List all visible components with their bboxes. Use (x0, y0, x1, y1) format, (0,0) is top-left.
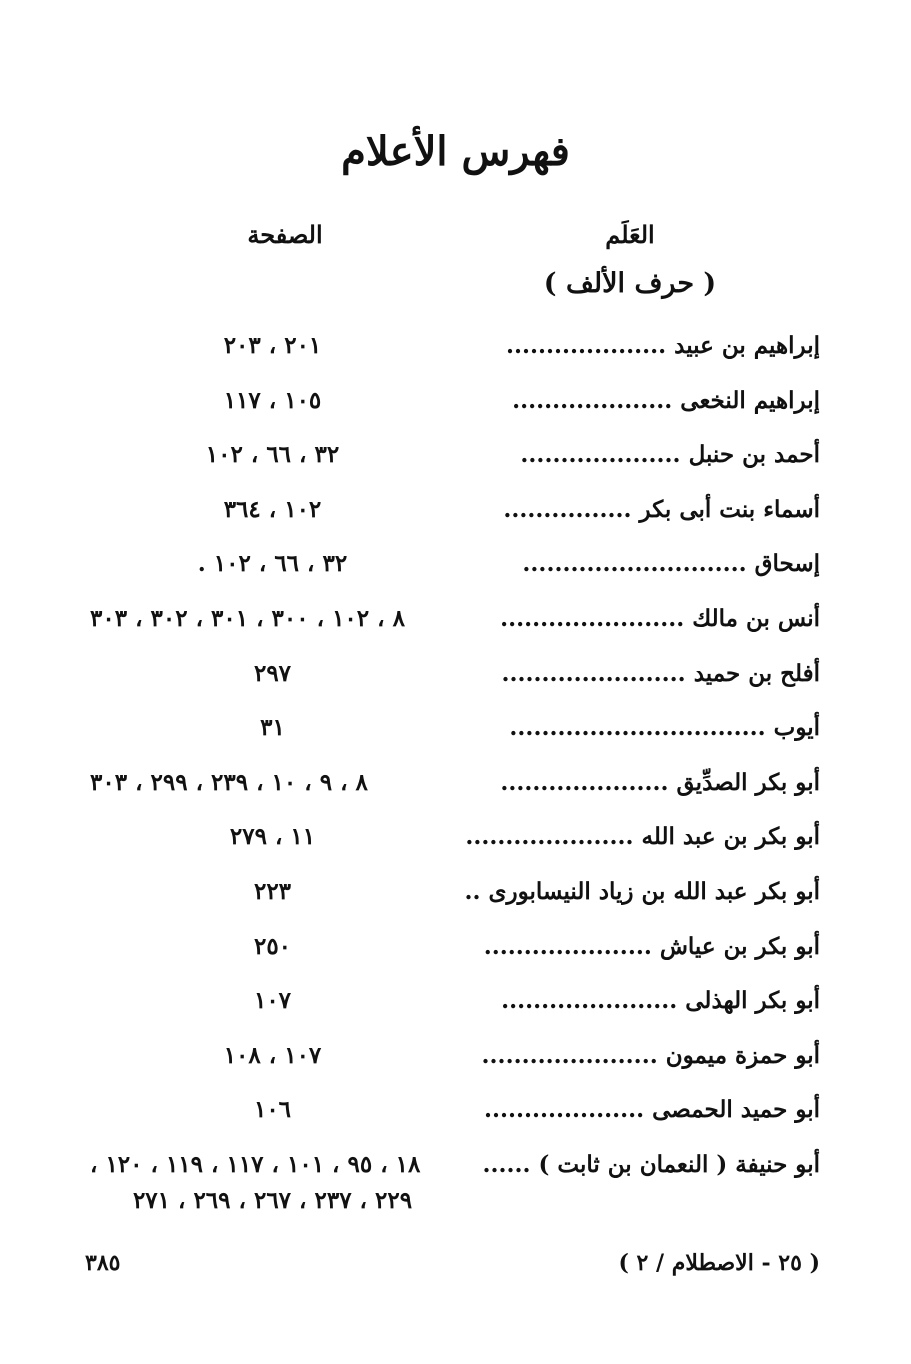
entry-name: أسماء بنت أبى بكر ................ (503, 495, 820, 523)
index-entry (90, 546, 820, 601)
column-header-name: العَلَم (605, 220, 655, 249)
entry-pages: ١٨ ، ٩٥ ، ١٠١ ، ١١٧ ، ١١٩ ، ١٢٠ ، (90, 1150, 421, 1178)
entry-pages: ١١ ، ٢٧٩ (229, 823, 316, 851)
index-entry (90, 1092, 820, 1147)
entry-name: أفلح بن حميد ....................... (501, 659, 820, 687)
index-entry (90, 383, 820, 438)
entry-pages: ١٠٥ ، ١١٧ (223, 386, 322, 414)
page-number: ٣٨٥ (85, 1250, 121, 1276)
index-entry (90, 1038, 820, 1093)
entry-name: أبو حميد الحمصى .................... (483, 1096, 820, 1124)
entry-pages: ٢٠١ ، ٢٠٣ (223, 332, 322, 359)
index-entry (90, 819, 820, 874)
column-header-page: الصفحة (247, 220, 323, 249)
entry-name: أبو حنيفة ( النعمان بن ثابت ) ...... (482, 1150, 820, 1178)
index-entry (90, 874, 820, 929)
index-entry (90, 929, 820, 984)
footer-signature: ( ٢٥ - الاصطلام / ٢ ) (618, 1250, 820, 1276)
index-entry (90, 656, 820, 711)
entry-name: إبراهيم بن عبيد .................... (505, 332, 820, 359)
entry-pages: ١٠٢ ، ٣٦٤ (223, 495, 322, 523)
entry-name: أبو بكر الصدِّيق ..................... (500, 768, 820, 796)
entry-name: أنس بن مالك ....................... (500, 604, 820, 632)
entry-name: أبو حمزة ميمون ...................... (481, 1041, 820, 1069)
entry-pages-continued: ٢٢٩ ، ٢٣٧ ، ٢٦٧ ، ٢٦٩ ، ٢٧١ (132, 1186, 413, 1214)
index-entry (90, 710, 820, 765)
entry-name: إسحاق ............................ (522, 550, 820, 578)
entry-name: أيوب ................................ (509, 714, 820, 742)
index-entry (90, 601, 820, 656)
index-entry (90, 765, 820, 820)
section-heading: ( حرف الألف ) (543, 268, 717, 299)
entry-pages: ٨ ، ٩ ، ١٠ ، ٢٣٩ ، ٢٩٩ ، ٣٠٣ (90, 768, 368, 796)
index-entry (90, 983, 820, 1038)
entry-pages: ١٠٦ (253, 1096, 292, 1124)
index-entry (90, 1147, 820, 1227)
entry-pages: ٣٢ ، ٦٦ ، ١٠٢ . (197, 550, 348, 578)
index-entry (90, 328, 820, 383)
entry-name: أبو بكر بن عبد الله ..................... (465, 823, 820, 851)
entry-name: إبراهيم النخعى .................... (512, 386, 820, 414)
entry-pages: ٨ ، ١٠٢ ، ٣٠٠ ، ٣٠١ ، ٣٠٢ ، ٣٠٣ (90, 604, 405, 632)
entry-pages: ٣٢ ، ٦٦ ، ١٠٢ (205, 441, 340, 469)
entry-pages: ٢٢٣ (253, 877, 292, 905)
entry-pages: ١٠٧ ، ١٠٨ (223, 1041, 322, 1069)
entry-pages: ١٠٧ (253, 987, 292, 1015)
index-list (90, 328, 820, 1227)
entry-name: أحمد بن حنبل .................... (520, 441, 820, 469)
index-entry (90, 492, 820, 547)
entry-pages: ٢٥٠ (253, 932, 292, 960)
entry-pages: ٣١ (260, 714, 285, 742)
entry-name: أبو بكر عبد الله بن زياد النيسابورى .. (464, 877, 820, 905)
entry-name: أبو بكر بن عياش ..................... (483, 932, 820, 960)
index-entry (90, 437, 820, 492)
entry-pages: ٢٩٧ (253, 659, 292, 687)
entry-name: أبو بكر الهذلى ...................... (501, 987, 820, 1015)
page-title: فهرس الأعلام (341, 128, 570, 175)
